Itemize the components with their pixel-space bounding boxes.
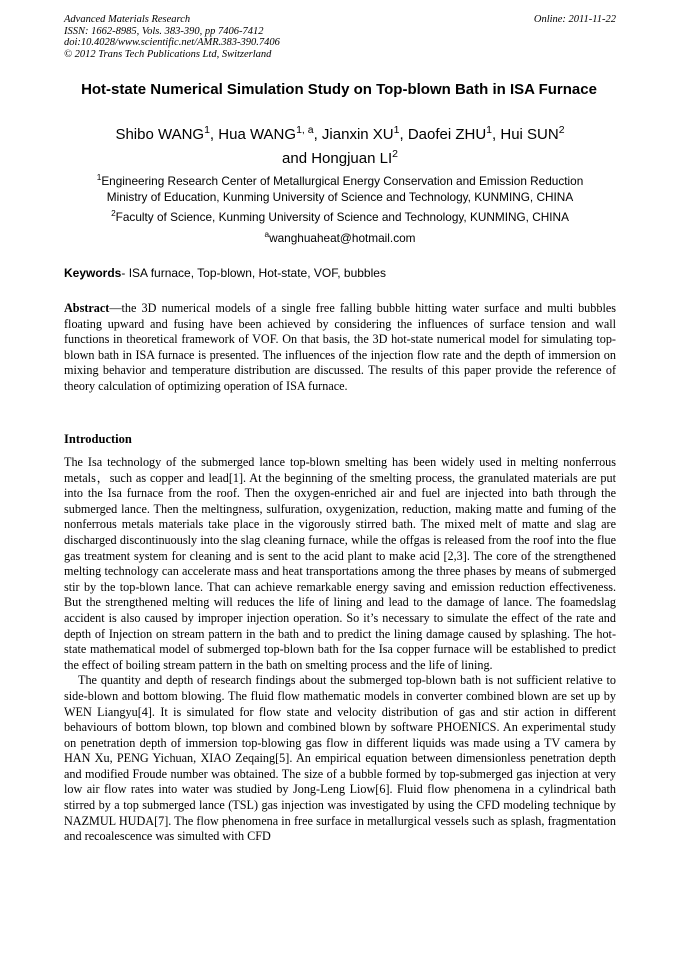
running-header (64, 14, 616, 60)
intro-paragraph-1: The Isa technology of the submerged lance top-blown smelting has been widely used in melting nonferrous metals，such as copper and lead[1]. At the beginning of the smelting process, the granulated materials are put into the Isa furnace from the roof. Then the oxygen-enriched air and fuel are injected into bath through the submerged lance. Then the meltingness, sulfuration, oxygenization, reduction, making matte and fuming of the nonferrous metals materials take place in the vigorously stirred bath. The mixed melt of matte and slag are discharged discontinuously into the slag cleaning furnace, while the offgas is released from the roof into the flue gas treatment system for cleaning and is sent to the acid plant to make acid [2,3]. The core of the strengthened melting technology can accelerate mass and heat transportations among the three phases by means of submerged stir by the top-blown lance. That can achieve remarkable energy saving and emission reduction effectiveness. But the strengthened melting will reduces the life of lining and lead to the damage of lance. The foamedslag accident is also caused by improper injection operation. So it’s necessary to simulate the effect of the rate and depth of Injection on stream pattern in the bath and to predict the lining damage caused by splashing. The hot-state mathematical model of submerged top-blown bath for the Isa copper furnace will be established to predict the effect of boiling stream pattern in the bath on smelting process and the life of lining. (64, 455, 616, 672)
abstract-label: Abstract (64, 301, 110, 315)
abstract-text: —the 3D numerical models of a single free falling bubble hitting water surface and multi bubbles floating upward and fusing have been achieved by considering the influences of surface tension and wall functions in theoretical framework of VOF. On that basis, the 3D hot-state numerical model for simulating top-blown bath in ISA furnace is presented. The influences of the injection flow rate and the depth of immersion on mixing behavior and temperature distribution are discussed. The results of this paper provide the reference of theory calculation of optimizing operation of ISA furnace. (64, 301, 616, 393)
introduction-body (64, 455, 616, 845)
author-affil-mark: 2 (558, 124, 565, 136)
author-name: Hui SUN (500, 126, 559, 143)
author-affil-mark: 1 (393, 124, 400, 136)
author-name: Daofei ZHU (407, 126, 487, 143)
keywords (64, 266, 616, 281)
author-name: and Hongjuan LI (282, 150, 393, 167)
journal-name: Advanced Materials Research (64, 14, 191, 25)
affiliation-2-text: Faculty of Science, Kunming University of Science and Technology, KUNMING, CHINA (115, 210, 569, 225)
author-name: Shibo WANG (115, 126, 205, 143)
author-affil-mark: 1 (204, 124, 210, 136)
affiliation-2 (64, 210, 616, 226)
author-name: Hua WANG (218, 126, 297, 143)
affil-mark: 1 (96, 173, 102, 183)
author-separator: , (313, 126, 322, 143)
intro-paragraph-2: The quantity and depth of research findings about the submerged top-blown bath is not sufficient relative to side-blown and bottom blowing. The fluid flow mathematic models in converter combined blown are set up by WEN Liangyu[4]. It is simulated for flow state and velocity distribution of gas and stir action in different behaviours of bottom blown, top blown and combined blown by software PHOENICS. An experimental study on penetration depth of immersion top-blowing gas flow in different liquids was made using a TV camera by HAN Xu, PENG Yichuan, XIAO Zeqaing[5]. An empirical equation between dimensionless penetration depth and modified Froude number was obtained. The size of a bubble formed by top-submerged gas injection at very low air flow rates into water was studied by Jong-Leng Liow[6]. Fluid flow phenomena in a cylindrical bath stirred by a top submerged lance (TSL) gas injection was investigated by using the CFD modeling technique by NAZMUL HUDA[7]. The flow phenomena in free surface in metallurgical vessels such as splash, fragmentation and recoalescence was simulted with CFD (64, 673, 616, 844)
affil-mark: 2 (111, 209, 116, 219)
paper-title: Hot-state Numerical Simulation Study on Top-blown Bath in ISA Furnace (81, 81, 597, 98)
issn-line: ISSN: 1662-8985, Vols. 383-390, pp 7406-7412 (64, 25, 264, 37)
author-affil-mark: 1 (486, 124, 493, 136)
affiliation-1-cont: Ministry of Education, Kunming University of Science and Technology, KUNMING, CHINA (106, 189, 574, 204)
affiliation-1-line-1: Engineering Research Center of Metallurgical Energy Conservation and Emission Reduction (101, 174, 584, 188)
author-name: Jianxin XU (321, 126, 394, 143)
affiliations (64, 174, 616, 246)
author-affil-mark: 1, a (296, 124, 314, 136)
author-separator: , (492, 126, 501, 143)
online-date: Online: 2011-11-22 (533, 14, 616, 25)
email-mark: a (264, 229, 270, 239)
copyright-line: © 2012 Trans Tech Publications Ltd, Switzerland (64, 48, 272, 60)
corresponding-email (64, 231, 616, 247)
keywords-text: - ISA furnace, Top-blown, Hot-state, VOF, bubbles (121, 266, 386, 280)
author-line-2 (64, 147, 616, 171)
author-list (64, 123, 616, 171)
author-separator: , (209, 126, 219, 143)
affiliation-1 (64, 174, 616, 190)
abstract (64, 301, 616, 395)
doi-line: doi:10.4028/www.scientific.net/AMR.383-390.7406 (64, 37, 280, 49)
author-separator: , (399, 126, 408, 143)
author-affil-mark: 2 (392, 148, 398, 160)
section-heading-introduction: Introduction (64, 432, 132, 446)
keywords-label: Keywords (64, 266, 122, 280)
author-line-1 (64, 123, 616, 147)
email-address: wanghuaheat@hotmail.com (269, 230, 416, 245)
